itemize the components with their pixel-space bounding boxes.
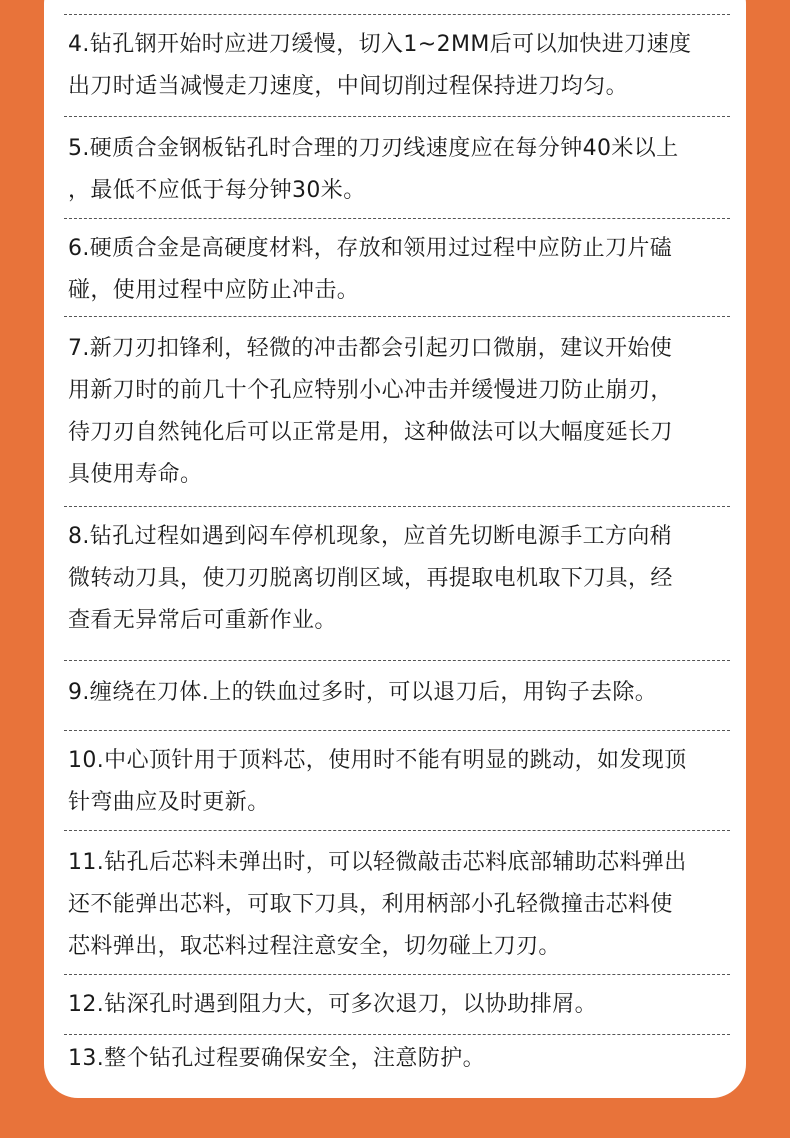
list-item-6: 6.硬质合金是高硬度材料，存放和领用过过程中应防止刀片磕 碰，使用过程中应防止冲击。	[68, 236, 673, 303]
list-item-8: 8.钻孔过程如遇到闷车停机现象，应首先切断电源手工方向稍 微转动刀具，使刀刃脱离切削区域，再提取电机取下刀具，经 查看无异常后可重新作业。	[68, 524, 673, 633]
divider	[64, 1034, 730, 1035]
divider	[64, 316, 730, 317]
list-item-11: 11.钻孔后芯料未弹出时，可以轻微敲击芯料底部辅助芯料弹出 还不能弹出芯料，可取下刀具，利用柄部小孔轻微撞击芯料使 芯料弹出，取芯料过程注意安全，切勿碰上刀刃。	[68, 850, 687, 959]
divider	[64, 218, 730, 219]
list-item-5: 5.硬质合金钢板钻孔时合理的刀刃线速度应在每分钟40米以上 ，最低不应低于每分钟30米。	[68, 136, 679, 203]
divider	[64, 506, 730, 507]
list-item-12: 12.钻深孔时遇到阻力大，可多次退刀，以协助排屑。	[68, 992, 597, 1017]
list-item-13: 13.整个钻孔过程要确保安全，注意防护。	[68, 1046, 485, 1071]
instructions-card	[44, 0, 746, 1098]
list-item-9: 9.缠绕在刀体.上的铁血过多时，可以退刀后，用钩子去除。	[68, 680, 658, 705]
list-item-4: 4.钻孔钢开始时应进刀缓慢，切入1~2MM后可以加快进刀速度 出刀时适当减慢走刀速度，中间切削过程保持进刀均匀。	[68, 32, 692, 99]
divider	[64, 116, 730, 117]
divider	[64, 660, 730, 661]
divider	[64, 830, 730, 831]
list-item-7: 7.新刀刃扣锋利，轻微的冲击都会引起刃口微崩，建议开始使 用新刀时的前几十个孔应特别小心冲击并缓慢进刀防止崩刃， 待刀刃自然钝化后可以正常是用，这种做法可以大幅度延长刀 具使用寿命。	[68, 336, 673, 487]
divider	[64, 730, 730, 731]
divider	[64, 14, 730, 15]
divider	[64, 974, 730, 975]
list-item-10: 10.中心顶针用于顶料芯，使用时不能有明显的跳动，如发现顶 针弯曲应及时更新。	[68, 748, 687, 815]
